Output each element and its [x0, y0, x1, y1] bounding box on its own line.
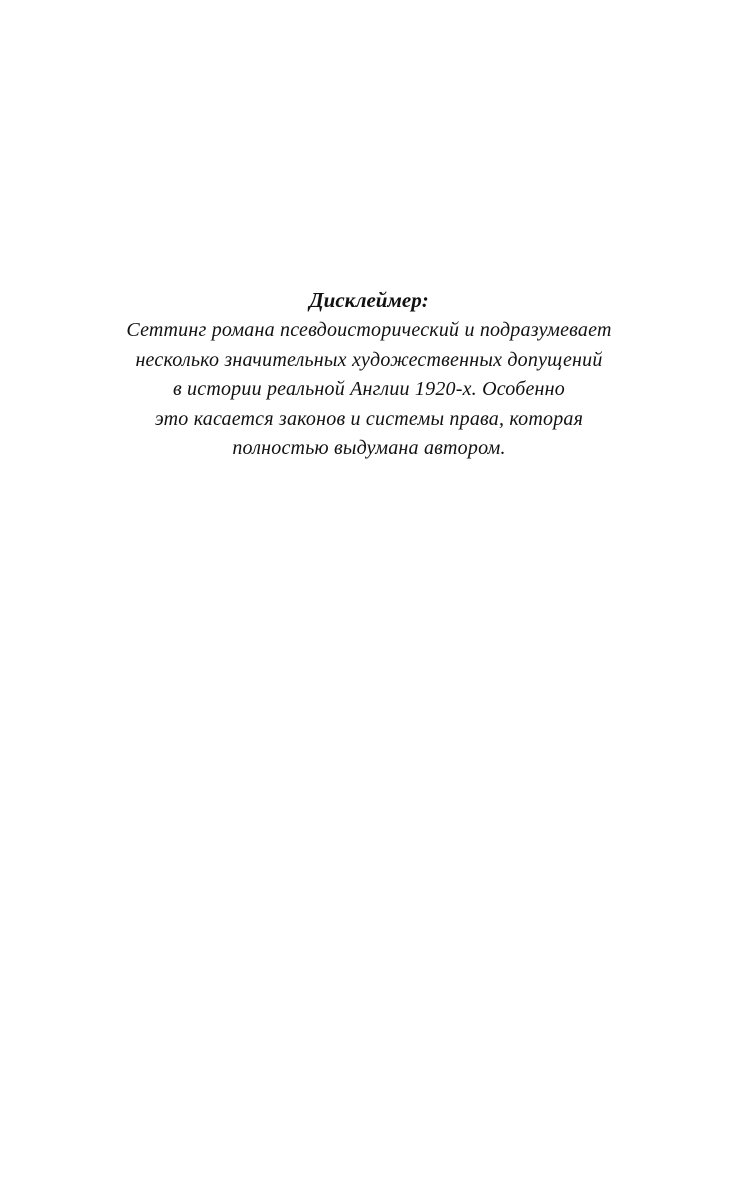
- disclaimer-line-2: несколько значительных художественных допущений: [135, 348, 603, 371]
- disclaimer-line-3: в истории реальной Англии 1920-х. Особенно: [172, 378, 566, 400]
- disclaimer-line-5: полностью выдумана автором.: [232, 437, 506, 459]
- disclaimer-line-4: это касается законов и системы права, которая: [154, 407, 584, 430]
- disclaimer-block: [0, 284, 738, 464]
- disclaimer-line-1: Сеттинг романа псевдоисторический и подразумевает: [126, 319, 612, 341]
- disclaimer-title: Дисклеймер:: [309, 288, 429, 312]
